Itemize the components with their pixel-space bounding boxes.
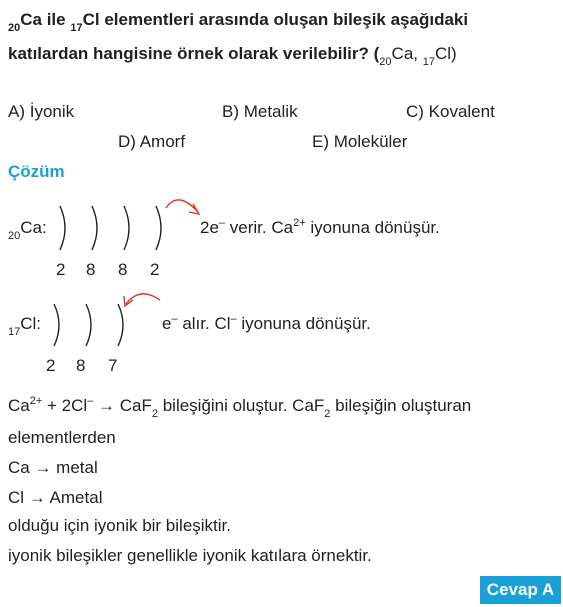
reaction-cl-charge: – [87,395,94,407]
reaction-mid-text: bileşiğini oluştur. CaF [157,396,325,415]
cl-shell-count-3: 7 [108,356,118,375]
ca-symbol: Ca [20,10,42,29]
reaction-subscript-2: 2 [324,408,331,420]
ca-label-mass: 20 [8,230,21,242]
ca-shell-2 [92,206,97,250]
ca-label-symbol: Ca: [20,218,47,237]
cl-shell-count-1: 2 [46,356,56,375]
cl-label [8,314,41,336]
text-elementlerden: elementlerden [8,428,116,447]
reaction-tail-text: bileşiğin oluşturan [330,396,472,415]
cl-arrow-icon [126,294,160,304]
ca-shell-count-3: 8 [118,260,128,279]
option-c[interactable]: C) Kovalent [406,102,495,121]
hint-ca-number: 20 [379,56,392,68]
reaction-line [8,395,472,420]
question-text-tail: elementleri arasında oluşan bileşik aşağıdaki [99,10,469,29]
reaction-ca-charge: 2+ [29,395,43,407]
reaction-ca: Ca [8,396,30,415]
question-text-2: katılardan hangisine örnek olarak verilebilir? ( [8,44,380,63]
ca-electron-charge: – [218,217,226,229]
cl-label-symbol: Cl: [20,314,42,333]
ca-electrons: 2e [200,218,219,237]
answer-badge: Cevap A [480,576,561,604]
cl-atomic-number: 17 [70,22,83,34]
ca-shell-4 [156,206,161,250]
ca-shell-count-1: 2 [56,260,66,279]
ca-verir: verir. Ca [225,218,294,237]
reaction-product: → CaF [93,396,152,415]
cl-electron-charge: – [171,313,178,325]
text-oldugu: olduğu için iyonik bir bileşiktir. [8,516,231,535]
cl-shell-3 [118,304,123,346]
ca-shell-3 [124,206,129,250]
ca-shell-count-2: 8 [86,260,96,279]
option-d[interactable]: D) Amorf [118,132,186,151]
hint-cl: Cl) [434,44,457,63]
reaction-subscript-1: 2 [151,408,158,420]
option-a[interactable]: A) İyonik [8,102,75,121]
cl-ion-charge: – [230,313,237,325]
hint-ca: Ca, [391,44,423,63]
cl-electron: e [162,314,172,333]
cl-donusur: iyonuna dönüşür. [236,314,371,333]
hint-cl-number: 17 [422,56,435,68]
ca-ion-charge: 2+ [293,217,306,229]
cl-explanation [162,314,371,334]
option-e[interactable]: E) Moleküler [312,132,408,151]
option-b[interactable]: B) Metalik [222,102,298,121]
cl-shell-2 [86,304,91,346]
cl-shell-1 [54,304,59,346]
cl-label-mass: 17 [8,326,21,338]
ca-explanation [200,218,440,238]
question-connector: ile [41,10,71,29]
text-cl-ametal: Cl → Ametal [8,488,103,507]
ca-arrow-icon [166,200,198,212]
ca-donusur: iyonuna dönüşür. [305,218,440,237]
ca-shell-count-4: 2 [150,260,160,279]
solution-header: Çözüm [8,162,65,181]
ca-shell-1 [60,206,65,250]
cl-alir: alır. Cl [177,314,231,333]
ca-atomic-number: 20 [8,22,21,34]
cl-symbol: Cl [82,10,100,29]
cl-shell-count-2: 8 [76,356,86,375]
text-ca-metal: Ca → metal [8,458,98,477]
reaction-cl: + 2Cl [42,396,88,415]
text-iyonik: iyonik bileşikler genellikle iyonik katılara örnektir. [8,546,372,565]
